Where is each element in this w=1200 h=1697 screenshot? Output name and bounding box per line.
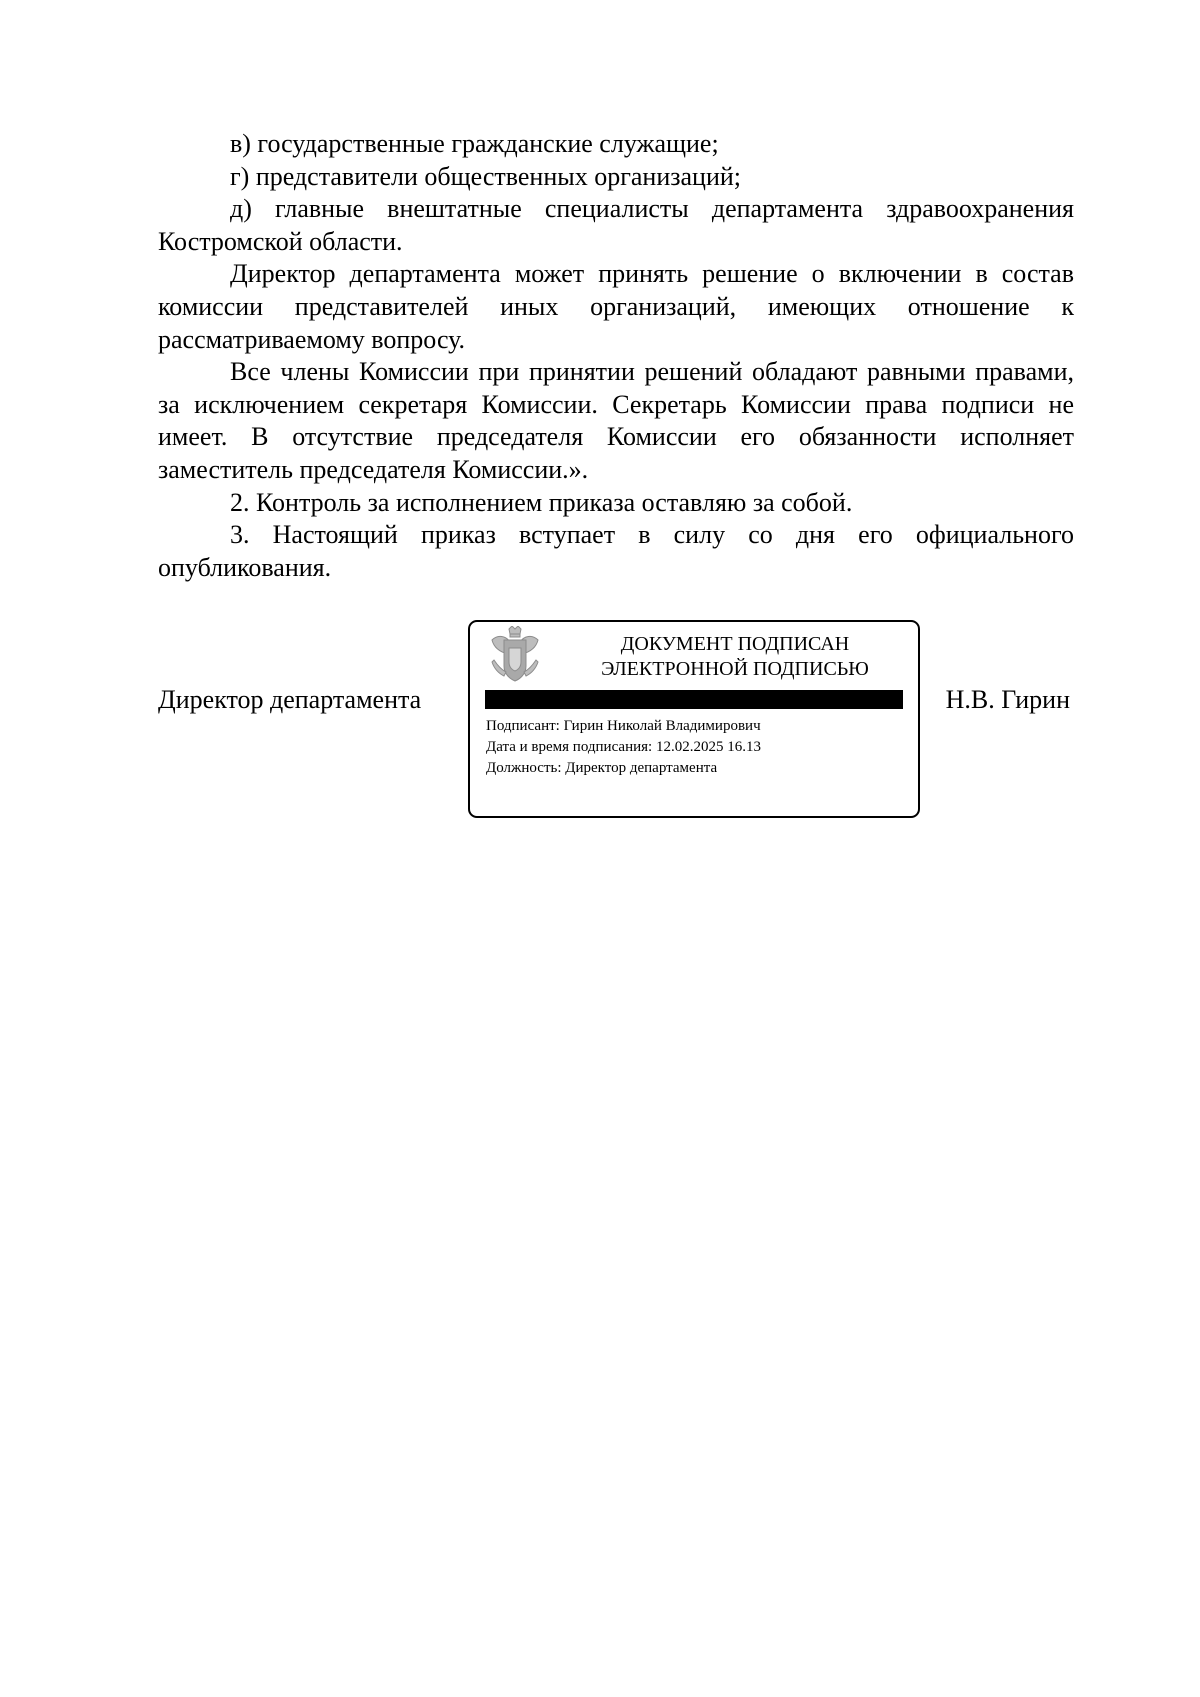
signature-block xyxy=(158,620,1074,830)
certificate-redaction-bar xyxy=(485,690,903,709)
electronic-signature-stamp xyxy=(468,620,920,818)
paragraph-civil-servants: в) государственные гражданские служащие; xyxy=(230,129,719,158)
paragraph-director-decision: Директор департамента может принять решение о включении в состав комиссии представителей иных организаций, имеющих отношение к рассматриваемому вопросу. xyxy=(158,259,1074,354)
stamp-title-line-2: ЭЛЕКТРОННОЙ ПОДПИСЬЮ xyxy=(601,658,869,680)
paragraph-chief-specialists: д) главные внештатные специалисты департамента здравоохранения Костромской области. xyxy=(158,194,1074,256)
stamp-datetime: Дата и время подписания: 12.02.2025 16.13 xyxy=(486,739,761,755)
paragraph-effective-date: 3. Настоящий приказ вступает в силу со дня его официального опубликования. xyxy=(158,520,1074,582)
paragraph-control: 2. Контроль за исполнением приказа оставляю за собой. xyxy=(230,487,853,517)
stamp-signer: Подписант: Гирин Николай Владимирович xyxy=(486,718,761,734)
stamp-details xyxy=(486,716,761,779)
stamp-title xyxy=(566,632,904,682)
stamp-position: Должность: Директор департамента xyxy=(486,760,718,776)
signer-position-label: Директор департамента xyxy=(158,685,422,714)
document-body xyxy=(158,128,1074,584)
coat-of-arms-icon xyxy=(484,626,546,684)
paragraph-members-rights: Все члены Комиссии при принятии решений обладают равными правами, за исключением секретаря Комиссии. Секретарь Комиссии права подписи не имеет. В отсутствие председателя Комиссии его обязанности исполняет заместитель председателя Комиссии.». xyxy=(158,357,1074,484)
paragraph-public-organizations: г) представители общественных организаций; xyxy=(230,161,742,191)
stamp-title-line-1: ДОКУМЕНТ ПОДПИСАН xyxy=(620,633,850,655)
signer-name: Н.В. Гирин xyxy=(945,685,1070,714)
